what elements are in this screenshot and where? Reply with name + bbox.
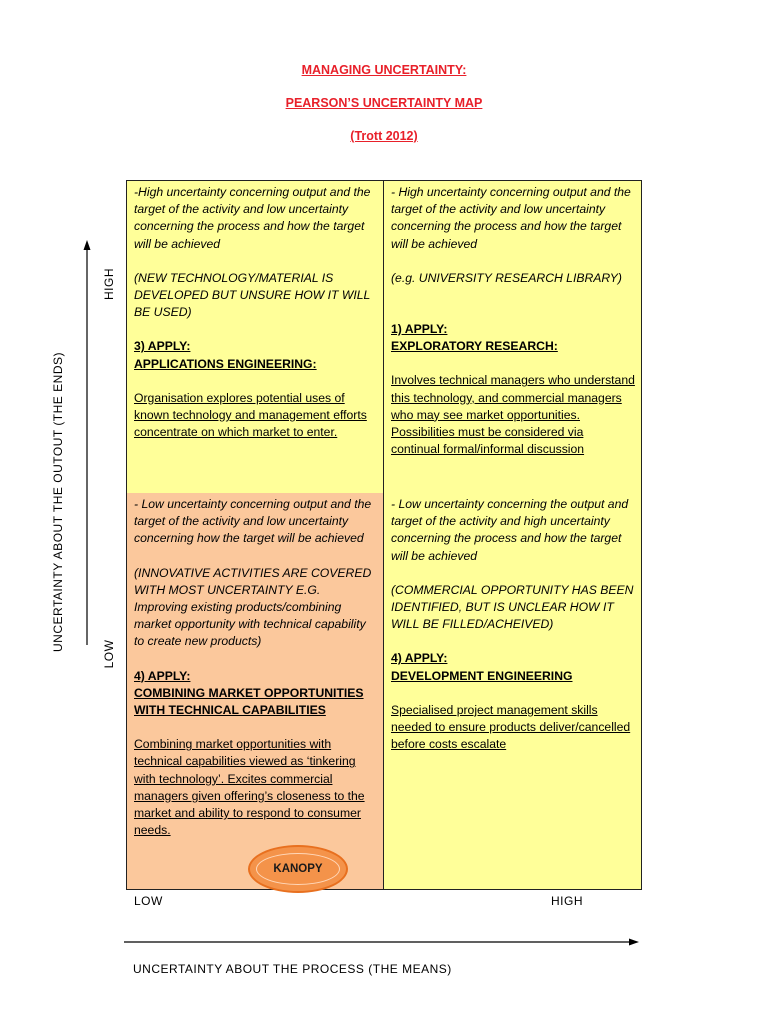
y-axis-arrowhead xyxy=(84,240,91,250)
quadrant-apply-number: 4) APPLY: xyxy=(134,668,191,683)
quadrant-apply-number: 3) APPLY: xyxy=(134,339,191,354)
quadrant-apply-name: EXPLORATORY RESEARCH: xyxy=(391,339,558,354)
quadrant-description: Specialised project management skills needed to ensure products deliver/cancelled before costs escalate xyxy=(391,702,631,752)
title-line-2: PEARSON’S UNCERTAINTY MAP xyxy=(285,96,483,110)
x-axis-high-label: HIGH xyxy=(551,894,583,908)
quadrant-intro: - Low uncertainty concerning output and the target of the activity and low uncertainty concerning how the target will be achieved xyxy=(134,497,372,546)
quadrant-apply-name: COMBINING MARKET OPPORTUNITIES WITH TECHNICAL CAPABILITIES xyxy=(134,685,364,718)
quadrant-example: (e.g. UNIVERSITY RESEARCH LIBRARY) xyxy=(391,270,622,285)
x-axis-arrowhead xyxy=(629,939,639,946)
quadrant-apply-number: 4) APPLY: xyxy=(391,651,448,666)
quadrant-example: (INNOVATIVE ACTIVITIES ARE COVERED WITH MOST UNCERTAINTY E.G. Improving existing products/combining market opportunity with technical capability to create new products) xyxy=(134,565,372,649)
quadrant-description: Involves technical managers who understand this technology, and commercial managers who may see market opportunities. Possibilities must be considered via continual formal/informal discussion xyxy=(391,373,635,457)
x-axis-low-label: LOW xyxy=(134,894,163,908)
quadrant-intro: - High uncertainty concerning output and the target of the activity and low uncertainty concerning the process and how the target will be achieved xyxy=(391,185,631,251)
y-axis-low-label: LOW xyxy=(102,639,116,669)
quadrant-apply-number: 1) APPLY: xyxy=(391,322,448,337)
quadrant-example: (COMMERCIAL OPPORTUNITY HAS BEEN IDENTIFIED, BUT IS UNCLEAR HOW IT WILL BE FILLED/ACHEIVED) xyxy=(391,582,634,632)
quadrant-example: (NEW TECHNOLOGY/MATERIAL IS DEVELOPED BUT UNSURE HOW IT WILL BE USED) xyxy=(134,270,371,320)
x-axis-title: UNCERTAINTY ABOUT THE PROCESS (THE MEANS) xyxy=(133,962,452,976)
quadrant-description: Organisation explores potential uses of known technology and management efforts concentrate on which market to enter. xyxy=(134,390,367,440)
quadrant-apply-name: DEVELOPMENT ENGINEERING xyxy=(391,668,573,683)
quadrant-intro: - Low uncertainty concerning the output and target of the activity and high uncertainty concerning the process and how the target will be achieved xyxy=(391,497,629,563)
quadrant-apply-name: APPLICATIONS ENGINEERING: xyxy=(134,356,317,371)
title-line-1: MANAGING UNCERTAINTY: xyxy=(301,63,467,77)
kanopy-label: KANOPY xyxy=(256,853,340,885)
y-axis-title: UNCERTAINTY ABOUT THE OUTOUT (THE ENDS) xyxy=(51,352,65,652)
quadrant-description: Combining market opportunities with technical capabilities viewed as ‘tinkering with technology’. Excites commercial managers given offering’s closeness to the market and ability to respond to consumer needs. xyxy=(134,737,365,838)
y-axis-high-label: HIGH xyxy=(102,268,116,300)
title-citation: (Trott 2012) xyxy=(350,129,418,143)
quadrant-intro: -High uncertainty concerning output and the target of the activity and low uncertainty concerning the process and how the target will be achieved xyxy=(134,185,371,251)
